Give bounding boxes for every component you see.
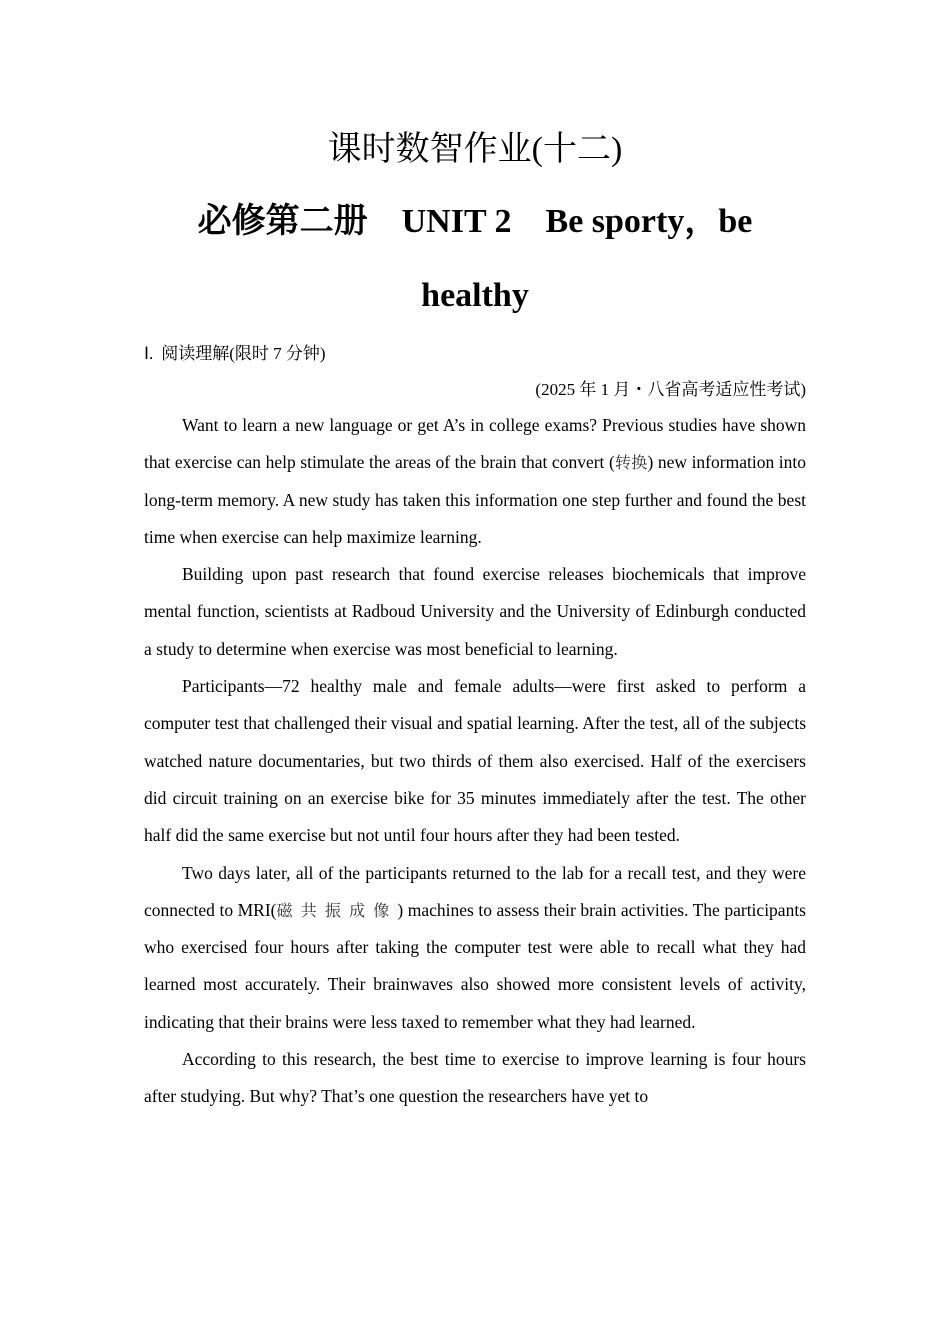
gloss-convert: 转换	[614, 453, 648, 473]
paragraph-3: Participants—72 healthy male and female adults—were first asked to perform a computer test that challenged their visual and spatial learning. After the test, all of the subjects watched nature documentaries, but two thirds of them also exercised. Half of the exercisers did circuit training on an exercise bike for 35 minutes immediately after the test. The other half did the same exercise but not until four hours after they had been tested.	[144, 676, 806, 846]
gloss-mri: 磁共振成像	[276, 900, 398, 920]
time-limit: (限时 7 分钟)	[229, 344, 326, 363]
section-heading	[144, 341, 326, 367]
paragraph-5: According to this research, the best time to exercise to improve learning is four hours after studying. But why? That’s one question the researchers have yet to	[144, 1049, 806, 1107]
section-label: 阅读理解	[161, 344, 230, 364]
reading-passage	[144, 407, 806, 1116]
section-numeral: Ⅰ.	[144, 344, 154, 363]
unit-title: 必修第二册 UNIT 2 Be sporty，be	[197, 203, 753, 240]
exam-source: (2025 年 1 月・八省高考适应性考试)	[535, 380, 806, 399]
unit-title-continued: healthy	[421, 277, 529, 314]
paragraph-2: Building upon past research that found exercise releases biochemicals that improve mental function, scientists at Radboud University and the University of Edinburgh conducted a study to determine when exercise was most beneficial to learning.	[144, 564, 806, 659]
paragraph-1: Want to learn a new language or get A’s in college exams? Previous studies have shown that exercise can help stimulate the areas of the brain that convert (转换) new information into long-term memory. A new study has taken this information one step further and found the best time when exercise can help maximize learning.	[144, 415, 806, 547]
paragraph-4: Two days later, all of the participants returned to the lab for a recall test, and they were connected to MRI(磁共振成像) machines to assess their brain activities. The participants who exercised four hours after taking the computer test were able to recall what they had learned most accurately. Their brainwaves also showed more consistent levels of activity, indicating that their brains were less taxed to remember what they had learned.	[144, 862, 806, 1032]
page-title: 课时数智作业(十二)	[327, 131, 623, 168]
